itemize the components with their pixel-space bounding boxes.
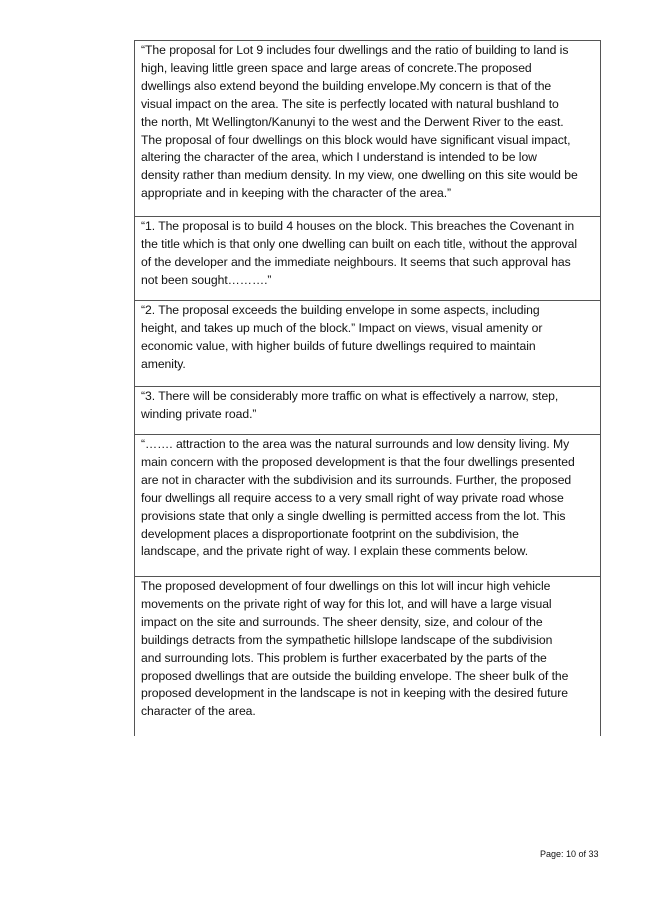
table-row: “2. The proposal exceeds the building envelope in some aspects, including height, and takes up much of the block.” Impact on views, visual amenity or economic value, with higher builds of future dwellings required to maintain amenity.	[135, 301, 600, 387]
table-row: “The proposal for Lot 9 includes four dwellings and the ratio of building to land is high, leaving little green space and large areas of concrete.The proposed dwellings also extend beyond the building envelope.My concern is that of the visual impact on the area. The site is perfectly located with natural bushland to the north, Mt Wellington/Kanunyi to the west and the Derwent River to the east. The proposal of four dwellings on this block would have significant visual impact, altering the character of the area, which I understand is intended to be low density rather than medium density. In my view, one dwelling on this site would be appropriate and in keeping with the character of the area.”	[135, 41, 600, 217]
table-row: “3. There will be considerably more traffic on what is effectively a narrow, step, winding private road.”	[135, 387, 600, 435]
table-row: The proposed development of four dwellings on this lot will incur high vehicle movements on the private right of way for this lot, and will have a large visual impact on the site and surrounds. The sheer density, size, and colour of the buildings detracts from the sympathetic hillslope landscape of the subdivision and surrounding lots. This problem is further exacerbated by the parts of the proposed dwellings that are outside the building envelope. The sheer bulk of the proposed development in the landscape is not in keeping with the desired future character of the area.	[141, 579, 569, 719]
table-row: “……. attraction to the area was the natural surrounds and low density living. My main concern with the proposed development is that the four dwellings presented are not in character with the subdivision and its surrounds. Further, the proposed four dwellings all require access to a very small right of way private road whose provisions state that only a single dwelling is permitted access from the lot. This development places a disproportionate footprint on the subdivision, the landscape, and the private right of way. I explain these comments below.	[135, 435, 600, 577]
page-number: Page: 10 of 33	[540, 849, 599, 859]
table-row: “1. The proposal is to build 4 houses on the block. This breaches the Covenant in the title which is that only one dwelling can built on each title, without the approval of the developer and the immediate neighbours. It seems that such approval has not been sought……….”	[135, 217, 600, 301]
submission-table	[134, 40, 601, 736]
